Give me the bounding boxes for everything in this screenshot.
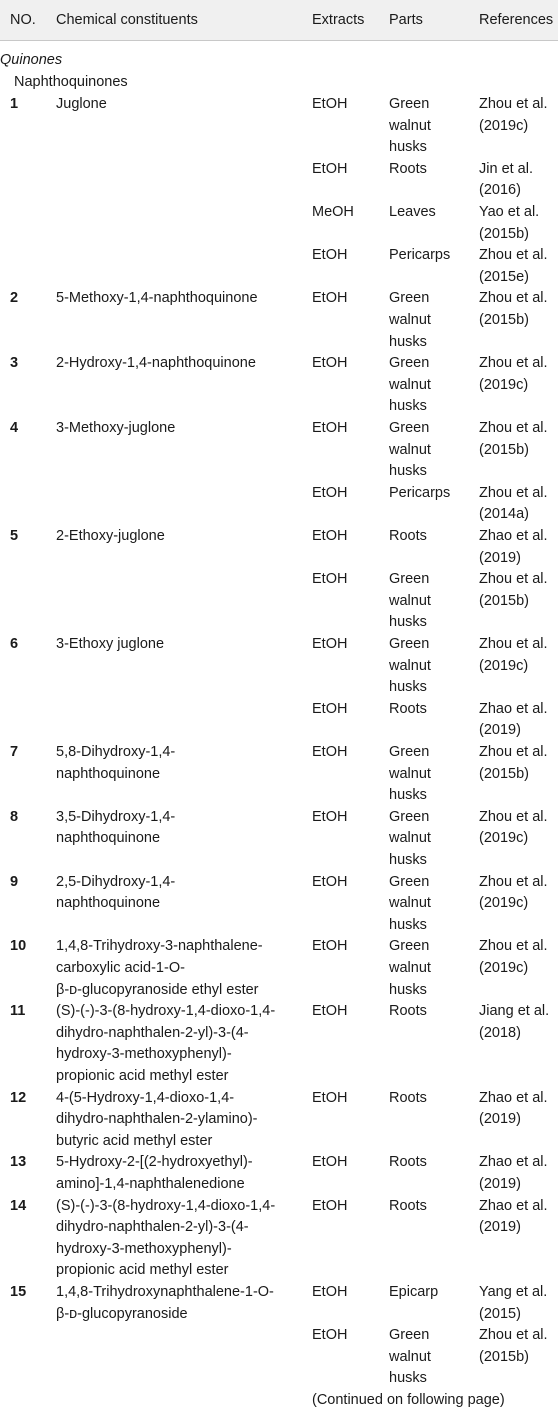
compound-name: butyric acid methyl ester <box>56 1132 213 1149</box>
reference: Zhou et al. <box>479 247 548 264</box>
reference: (2019) <box>479 722 521 739</box>
plant-part: Green <box>389 355 430 372</box>
plant-part: Roots <box>389 160 427 177</box>
reference: Zhao et al. <box>479 700 548 717</box>
plant-part: Green <box>389 571 430 588</box>
reference: Zhou et al. <box>479 808 548 825</box>
compound-name: 1,4,8-Trihydroxynaphthalene-1-O- <box>56 1284 274 1300</box>
compound-name: β-ᴅ-glucopyranoside <box>56 1305 188 1322</box>
plant-part: Roots <box>389 528 427 544</box>
compound-name: 2,5-Dihydroxy-1,4- <box>56 873 176 890</box>
reference: (2015e) <box>479 268 529 285</box>
reference: (2019c) <box>479 960 529 976</box>
compound-number: 5 <box>10 528 19 544</box>
reference: (2015b) <box>479 765 529 782</box>
reference: Zhao et al. <box>479 1197 548 1214</box>
reference: (2019c) <box>479 376 529 393</box>
compound-name: β-ᴅ-glucopyranoside ethyl ester <box>56 981 259 998</box>
header-constituent: Chemical constituents <box>56 12 198 28</box>
extract-solvent: EtOH <box>312 1154 348 1171</box>
plant-part: walnut <box>389 765 431 782</box>
plant-part: husks <box>389 463 427 480</box>
reference: Jin et al. <box>479 160 533 177</box>
compound-name: (S)-(-)-3-(8-hydroxy-1,4-dioxo-1,4- <box>56 1003 276 1020</box>
compound-name: 2-Ethoxy-juglone <box>56 528 165 544</box>
reference: (2019) <box>479 1176 521 1192</box>
extract-solvent: EtOH <box>312 1284 348 1300</box>
extract-solvent: EtOH <box>312 744 348 760</box>
plant-part: walnut <box>389 117 431 134</box>
extract-solvent: EtOH <box>312 700 348 717</box>
plant-part: walnut <box>389 830 431 847</box>
reference: (2014a) <box>479 506 529 523</box>
reference: (2019c) <box>479 117 529 134</box>
compound-name: 1,4,8-Trihydroxy-3-naphthalene- <box>56 938 263 955</box>
extract-solvent: EtOH <box>312 528 348 544</box>
extract-solvent: EtOH <box>312 938 348 955</box>
subsection-title: Naphthoquinones <box>14 74 128 90</box>
reference: (2019c) <box>479 657 529 674</box>
plant-part: husks <box>389 916 427 933</box>
plant-part: Green <box>389 744 430 760</box>
extract-solvent: EtOH <box>312 1327 348 1344</box>
plant-part: husks <box>389 398 427 415</box>
compound-name: naphthoquinone <box>56 765 161 782</box>
plant-part: walnut <box>389 592 431 609</box>
compound-number: 4 <box>10 420 19 436</box>
header-parts: Parts <box>389 12 423 28</box>
plant-part: Roots <box>389 1003 427 1020</box>
plant-part: husks <box>389 614 427 631</box>
extract-solvent: EtOH <box>312 484 348 501</box>
reference: (2019) <box>479 1219 521 1236</box>
plant-part: walnut <box>389 657 431 674</box>
reference: Jiang et al. <box>479 1003 550 1020</box>
compound-name: 5,8-Dihydroxy-1,4- <box>56 744 176 760</box>
reference: Zhou et al. <box>479 420 548 436</box>
plant-part: Green <box>389 938 430 955</box>
reference: (2015b) <box>479 441 529 458</box>
extract-solvent: EtOH <box>312 571 348 588</box>
plant-part: walnut <box>389 441 431 458</box>
compound-name: propionic acid methyl ester <box>56 1068 229 1084</box>
compound-number: 13 <box>10 1154 27 1171</box>
compound-name: 5-Methoxy-1,4-naphthoquinone <box>56 290 258 307</box>
compound-number: 2 <box>10 290 19 307</box>
compound-name: 5-Hydroxy-2-[(2-hydroxyethyl)- <box>56 1154 253 1171</box>
plant-part: Green <box>389 420 430 436</box>
header-extracts: Extracts <box>312 12 365 28</box>
continued-note: (Continued on following page) <box>312 1392 505 1408</box>
compound-name: hydroxy-3-methoxyphenyl)- <box>56 1046 232 1063</box>
reference: Zhou et al. <box>479 484 548 501</box>
plant-part: Green <box>389 290 430 307</box>
compound-number: 10 <box>10 938 27 955</box>
reference: Zhou et al. <box>479 744 548 760</box>
compound-number: 12 <box>10 1089 27 1106</box>
plant-part: Roots <box>389 1089 427 1106</box>
plant-part: husks <box>389 852 427 868</box>
reference: Zhou et al. <box>479 938 548 955</box>
compound-name: dihydro-naphthalen-2-yl)-3-(4- <box>56 1219 249 1236</box>
compound-number: 8 <box>10 808 19 825</box>
compound-name: naphthoquinone <box>56 895 161 912</box>
plant-part: Roots <box>389 1154 427 1171</box>
plant-part: Green <box>389 1327 430 1344</box>
reference: (2015b) <box>479 1348 529 1365</box>
table-header <box>0 0 558 41</box>
header-no: NO. <box>10 12 36 28</box>
extract-solvent: EtOH <box>312 808 348 825</box>
plant-part: Green <box>389 96 430 112</box>
compound-name: 3-Ethoxy juglone <box>56 636 165 652</box>
plant-part: walnut <box>389 1348 431 1365</box>
header-references: References <box>479 12 554 28</box>
plant-part: Roots <box>389 700 427 717</box>
plant-part: walnut <box>389 895 431 912</box>
reference: (2015b) <box>479 312 529 328</box>
reference: Zhou et al. <box>479 96 548 112</box>
reference: (2019c) <box>479 830 529 847</box>
reference: Zhou et al. <box>479 1327 548 1344</box>
extract-solvent: EtOH <box>312 1003 348 1020</box>
compound-number: 15 <box>10 1284 27 1300</box>
plant-part: Pericarps <box>389 247 451 264</box>
reference: (2015b) <box>479 592 529 609</box>
compound-number: 6 <box>10 636 19 652</box>
extract-solvent: EtOH <box>312 160 348 177</box>
compound-number: 7 <box>10 744 19 760</box>
reference: Zhao et al. <box>479 1089 548 1106</box>
reference: Yao et al. <box>479 204 540 220</box>
plant-part: Epicarp <box>389 1284 439 1300</box>
compound-number: 3 <box>10 355 19 372</box>
reference: (2019) <box>479 549 521 566</box>
reference: (2015b) <box>479 225 529 242</box>
compound-name: carboxylic acid-1-O- <box>56 960 185 976</box>
reference: Yang et al. <box>479 1284 548 1300</box>
plant-part: Green <box>389 873 430 890</box>
extract-solvent: EtOH <box>312 636 348 652</box>
reference: Zhou et al. <box>479 636 548 652</box>
compound-number: 9 <box>10 873 19 890</box>
plant-part: husks <box>389 139 427 156</box>
compound-name: dihydro-naphthalen-2-yl)-3-(4- <box>56 1024 249 1041</box>
plant-part: walnut <box>389 376 431 393</box>
extract-solvent: EtOH <box>312 247 348 264</box>
extract-solvent: EtOH <box>312 1197 348 1214</box>
compound-name: dihydro-naphthalen-2-ylamino)- <box>56 1111 258 1128</box>
compound-name: (S)-(-)-3-(8-hydroxy-1,4-dioxo-1,4- <box>56 1197 276 1214</box>
reference: Zhao et al. <box>479 1154 548 1171</box>
compound-number: 1 <box>10 96 19 112</box>
compound-name: naphthoquinone <box>56 830 161 847</box>
reference: Zhou et al. <box>479 290 548 307</box>
reference: Zhou et al. <box>479 571 548 588</box>
reference: (2015) <box>479 1305 521 1322</box>
reference: Zhao et al. <box>479 528 548 544</box>
compound-name: 3,5-Dihydroxy-1,4- <box>56 808 176 825</box>
plant-part: husks <box>389 981 427 998</box>
reference: (2019c) <box>479 895 529 912</box>
compound-name: propionic acid methyl ester <box>56 1262 229 1279</box>
compound-number: 14 <box>10 1197 27 1214</box>
plant-part: husks <box>389 1370 427 1387</box>
extract-solvent: EtOH <box>312 96 348 112</box>
extract-solvent: EtOH <box>312 355 348 372</box>
reference: (2019) <box>479 1111 521 1128</box>
compound-number: 11 <box>10 1003 26 1020</box>
extract-solvent: EtOH <box>312 290 348 307</box>
extract-solvent: MeOH <box>312 204 354 220</box>
plant-part: Roots <box>389 1197 427 1214</box>
plant-part: husks <box>389 787 427 804</box>
extract-solvent: EtOH <box>312 873 348 890</box>
compound-name: 2-Hydroxy-1,4-naphthoquinone <box>56 355 256 372</box>
reference: (2018) <box>479 1024 521 1041</box>
compound-name: amino]-1,4-naphthalenedione <box>56 1176 245 1192</box>
plant-part: husks <box>389 333 427 350</box>
plant-part: walnut <box>389 312 431 328</box>
reference: Zhou et al. <box>479 873 548 890</box>
section-title: Quinones <box>0 52 63 68</box>
extract-solvent: EtOH <box>312 420 348 436</box>
compound-name: 4-(5-Hydroxy-1,4-dioxo-1,4- <box>56 1089 235 1106</box>
compound-name: hydroxy-3-methoxyphenyl)- <box>56 1240 232 1257</box>
plant-part: Pericarps <box>389 484 451 501</box>
plant-part: Green <box>389 636 430 652</box>
extract-solvent: EtOH <box>312 1089 348 1106</box>
plant-part: husks <box>389 679 427 696</box>
plant-part: Leaves <box>389 204 436 220</box>
plant-part: walnut <box>389 960 431 976</box>
plant-part: Green <box>389 808 430 825</box>
compound-name: Juglone <box>56 96 107 112</box>
reference: (2016) <box>479 182 521 199</box>
reference: Zhou et al. <box>479 355 548 372</box>
compound-name: 3-Methoxy-juglone <box>56 420 176 436</box>
